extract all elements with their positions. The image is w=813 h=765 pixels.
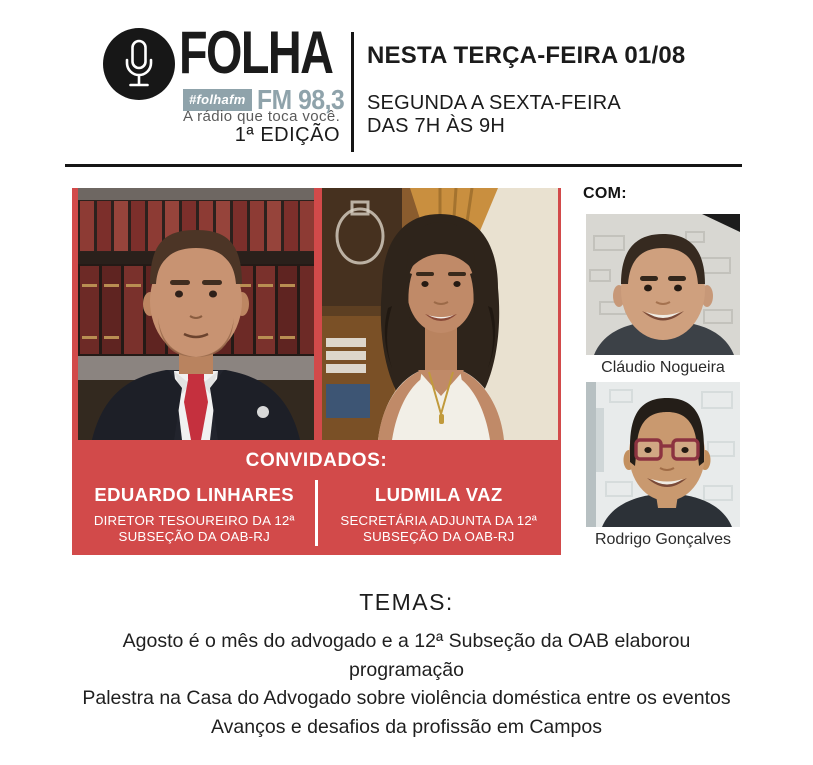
tema-line: Agosto é o mês do advogado e a 12ª Subseção da OAB elaborou — [122, 630, 691, 652]
photo-claudio-nogueira — [586, 214, 740, 355]
station-frequency: FM 98,3 — [256, 84, 344, 115]
schedule-days: SEGUNDA A SEXTA-FEIRA — [367, 92, 621, 114]
host-caption-rodrigo: Rodrigo Gonçalves — [594, 531, 732, 548]
schedule-hours: DAS 7H ÀS 9H — [367, 115, 506, 137]
photo-ludmila-vaz — [322, 188, 558, 440]
guest-left-block — [72, 478, 317, 544]
temas-title: TEMAS: — [359, 589, 454, 615]
tema-line: Avanços e desafios da profissão em Campos — [211, 715, 602, 738]
guests-banner-title: CONVIDADOS: — [245, 450, 388, 471]
guest-right-name: LUDMILA VAZ — [374, 484, 503, 505]
tema-line: Palestra na Casa do Advogado sobre violência doméstica entre os eventos — [82, 687, 731, 709]
header-horizontal-rule — [65, 164, 742, 167]
guest-right-block — [317, 478, 562, 544]
station-logo-name: FOLHA — [179, 19, 333, 86]
temas-list — [0, 627, 813, 741]
hosts-label: COM: — [583, 185, 627, 202]
photo-rodrigo-goncalves — [586, 382, 740, 527]
header-vertical-divider — [351, 32, 354, 152]
guest-right-role: SECRETÁRIA ADJUNTA DA 12ª SUBSEÇÃO DA OAB-RJ — [340, 513, 538, 544]
tema-line: programação — [349, 658, 464, 681]
station-slogan: A rádio que toca você. — [183, 108, 341, 125]
guest-left-role: DIRETOR TESOUREIRO DA 12ª SUBSEÇÃO DA OAB-RJ — [93, 513, 295, 544]
banner-column-divider — [315, 480, 318, 546]
host-caption-claudio: Cláudio Nogueira — [601, 359, 725, 376]
microphone-icon — [103, 28, 175, 100]
broadcast-schedule — [367, 92, 621, 138]
station-hashtag-badge: #folhafm — [183, 89, 252, 111]
photo-eduardo-linhares — [78, 188, 314, 440]
guests-banner — [72, 440, 561, 555]
guest-left-name: EDUARDO LINHARES — [94, 484, 295, 505]
edition-label: 1ª EDIÇÃO — [234, 124, 340, 146]
episode-date-title: NESTA TERÇA-FEIRA 01/08 — [367, 42, 686, 69]
